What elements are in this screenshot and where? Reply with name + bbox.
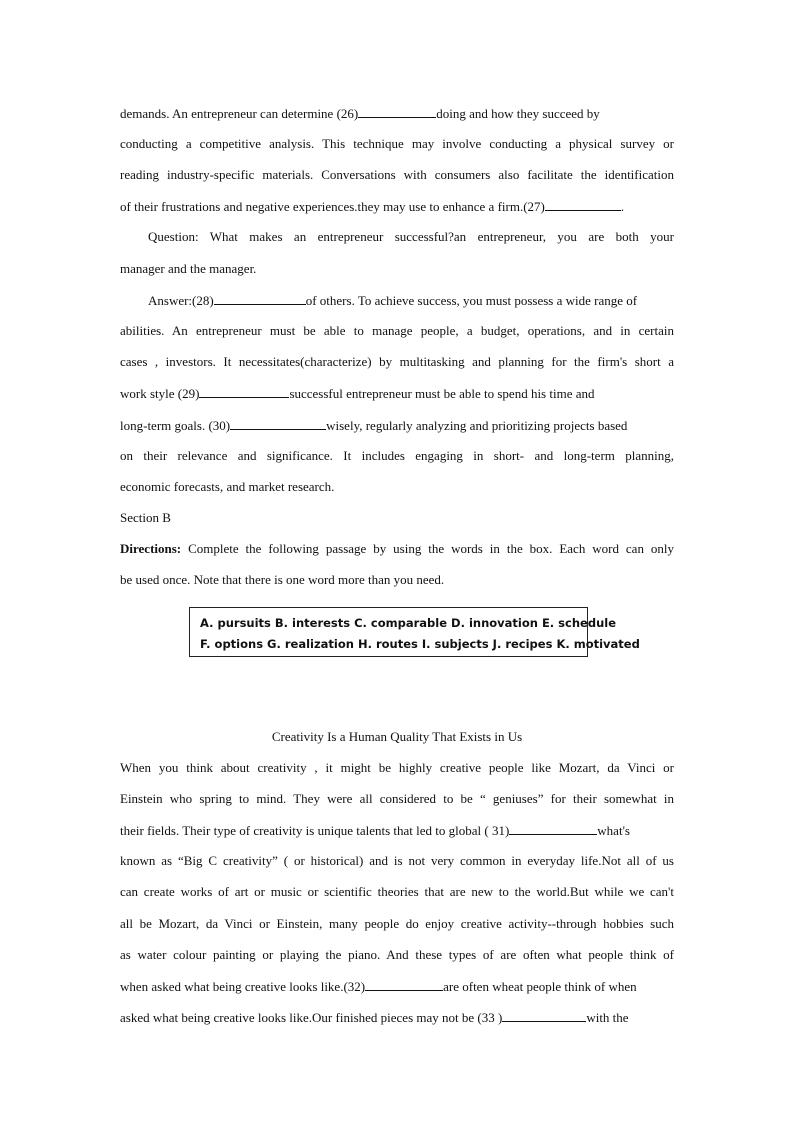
text: Complete the following passage by using the words in the box. Each word can only bbox=[188, 541, 674, 556]
passage-b-line: known as “Big C creativity” ( or historical) and is not very common in everyday life.Not all of us bbox=[120, 853, 674, 868]
text: successful entrepreneur must be able to spend his time and bbox=[289, 386, 595, 401]
blank-27 bbox=[545, 198, 621, 211]
text: when asked what being creative looks like.(32) bbox=[120, 979, 366, 994]
blank-30 bbox=[230, 417, 326, 430]
text: wisely, regularly analyzing and prioritizing projects based bbox=[326, 418, 628, 433]
section-heading: Section B bbox=[120, 510, 171, 525]
passage-b-line: When you think about creativity , it might be highly creative people like Mozart, da Vinci or bbox=[120, 760, 674, 775]
passage-a-line bbox=[120, 105, 674, 122]
directions-line: be used once. Note that there is one word more than you need. bbox=[120, 572, 445, 587]
text: . bbox=[620, 199, 625, 214]
passage-b-line bbox=[120, 1009, 674, 1026]
passage-a-line bbox=[120, 198, 674, 215]
passage-a-line: conducting a competitive analysis. This technique may involve conducting a physical survey or bbox=[120, 136, 674, 151]
passage-b-line bbox=[120, 822, 674, 839]
text: their fields. Their type of creativity is unique talents that led to global ( 31) bbox=[120, 823, 510, 838]
text: are often wheat people think of when bbox=[443, 979, 637, 994]
text: what's bbox=[597, 823, 630, 838]
blank-26 bbox=[358, 105, 436, 118]
passage-a-line bbox=[148, 292, 674, 309]
passage-b-line: Einstein who spring to mind. They were all considered to be “ geniuses” for their somewhat in bbox=[120, 791, 674, 806]
directions-line bbox=[120, 541, 674, 557]
text: asked what being creative looks like.Our finished pieces may not be (33 ) bbox=[120, 1010, 503, 1025]
passage-b-line: as water colour painting or playing the piano. And these types of are often what people think of bbox=[120, 947, 674, 962]
passage-a-line bbox=[120, 385, 674, 402]
word-box-line: F. options G. realization H. routes I. subjects J. recipes K. motivated bbox=[200, 637, 640, 651]
text: demands. An entrepreneur can determine (26) bbox=[120, 106, 359, 121]
text: work style (29) bbox=[120, 386, 200, 401]
word-box-line: A. pursuits B. interests C. comparable D. innovation E. schedule bbox=[200, 616, 616, 630]
blank-33 bbox=[502, 1009, 586, 1022]
text: Answer:(28) bbox=[148, 293, 214, 308]
passage-a-line: Question: What makes an entrepreneur successful?an entrepreneur, you are both your bbox=[148, 229, 674, 244]
passage-b-line bbox=[120, 978, 674, 995]
blank-28 bbox=[214, 292, 306, 305]
passage-a-line: abilities. An entrepreneur must be able to manage people, a budget, operations, and in certain bbox=[120, 323, 674, 338]
blank-32 bbox=[365, 978, 443, 991]
passage-a-line: economic forecasts, and market research. bbox=[120, 479, 335, 494]
passage-a-line bbox=[120, 417, 674, 434]
passage-b-line: can create works of art or music or scientific theories that are new to the world.But while we can't bbox=[120, 884, 674, 899]
word-box bbox=[189, 607, 640, 657]
passage-b-line: all be Mozart, da Vinci or Einstein, many people do enjoy creative activity--through hobbies such bbox=[120, 916, 674, 931]
passage-a-line: reading industry-specific materials. Conversations with consumers also facilitate the identification bbox=[120, 167, 674, 182]
passage-a-line: cases , investors. It necessitates(characterize) by multitasking and planning for the firm's short a bbox=[120, 354, 674, 369]
blank-29 bbox=[199, 385, 289, 398]
passage-a-line: manager and the manager. bbox=[120, 261, 257, 276]
text: with the bbox=[586, 1010, 629, 1025]
text: doing and how they succeed by bbox=[436, 106, 600, 121]
text: of others. To achieve success, you must possess a wide range of bbox=[305, 293, 638, 308]
text: long-term goals. (30) bbox=[120, 418, 231, 433]
directions-label: Directions: bbox=[120, 541, 182, 556]
passage-title: Creativity Is a Human Quality That Exists in Us bbox=[271, 729, 523, 744]
text: of their frustrations and negative experiences.they may use to enhance a firm.(27) bbox=[120, 199, 545, 214]
blank-31 bbox=[509, 822, 597, 835]
passage-a-line: on their relevance and significance. It includes engaging in short- and long-term planning, bbox=[120, 448, 674, 463]
